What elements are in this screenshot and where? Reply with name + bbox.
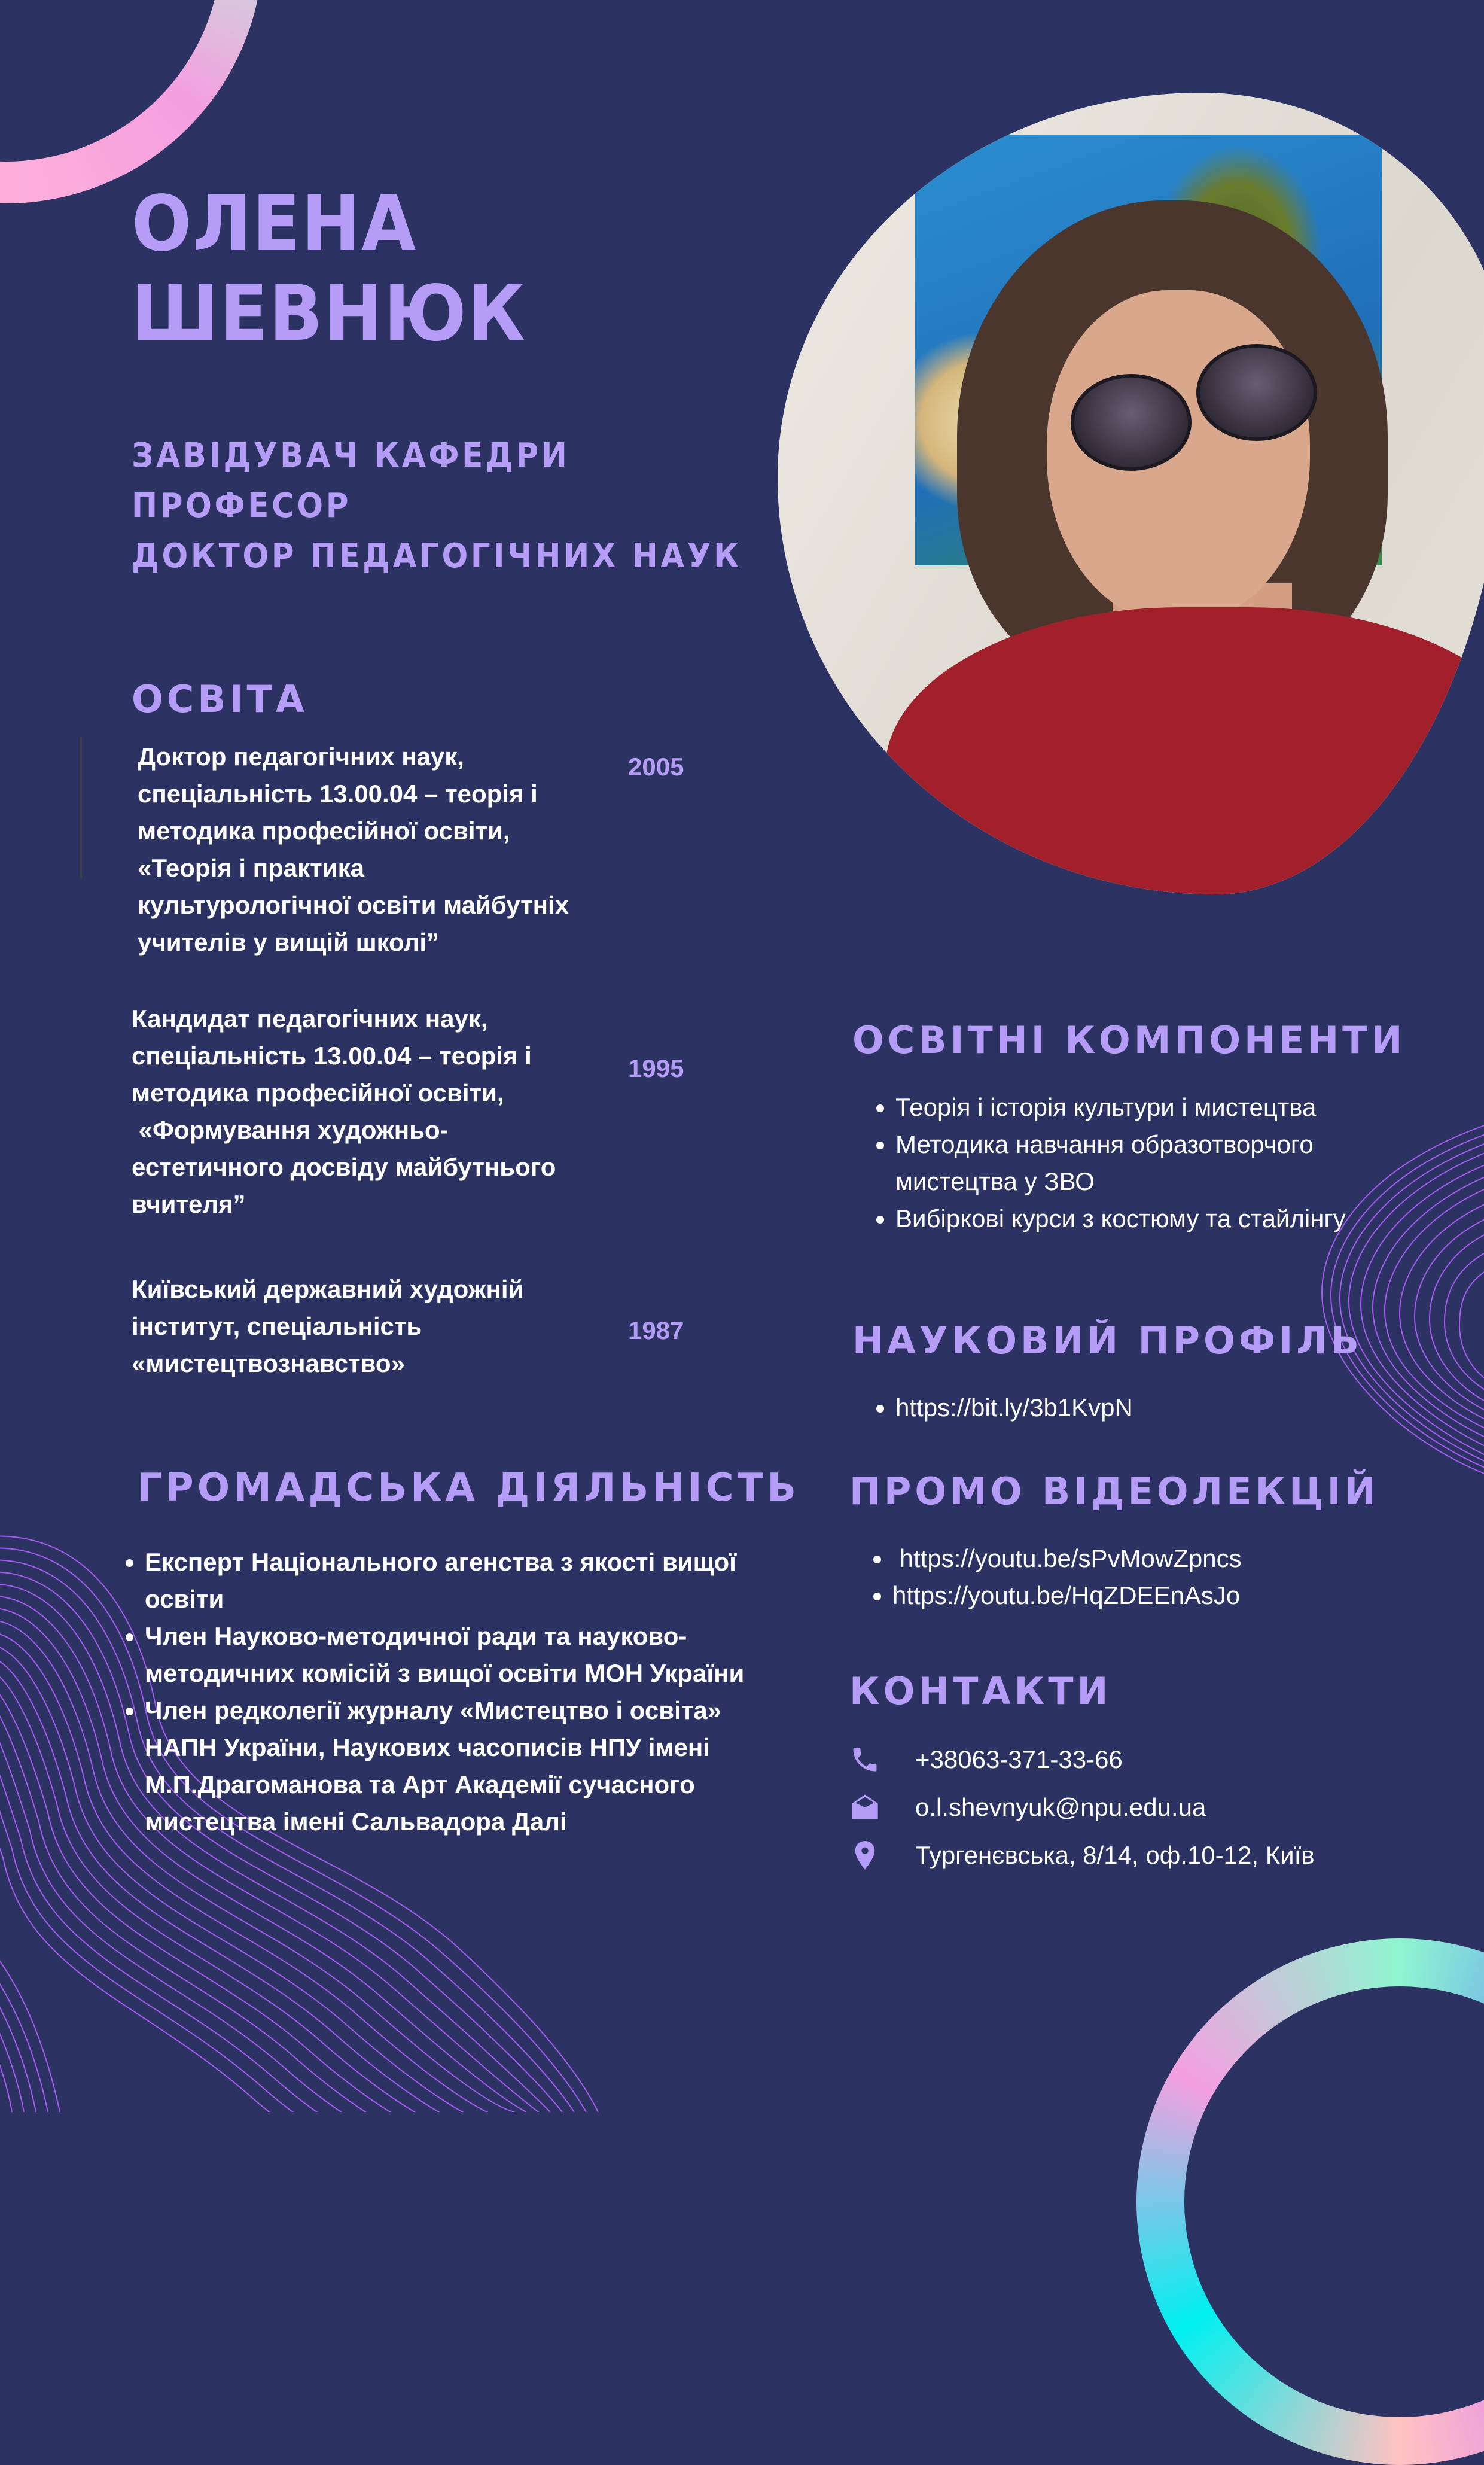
contact-address	[849, 1834, 1315, 1876]
education-item	[132, 1271, 610, 1382]
title-head-of-department: ЗАВІДУВАЧ КАФЕДРИ	[132, 436, 570, 475]
contact-phone[interactable]	[849, 1739, 1123, 1781]
person-name	[132, 179, 526, 359]
list-item: • Теорія і історія культури і мистецтва	[895, 1089, 1422, 1126]
edu-line: Київський державний художній	[132, 1275, 524, 1303]
title-doctor-of-sciences: ДОКТОР ПЕДАГОГІЧНИХ НАУК	[132, 537, 742, 576]
job-titles	[132, 431, 795, 582]
edu-line: Доктор педагогічних наук,	[138, 742, 464, 771]
list-item: • Член редколегії журналу «Мистецтво і освіта» НАПН України, Наукових часописів НПУ імені М.П.Драгоманова та Арт Академії сучасного мистецтва імені Сальвадора Далі	[145, 1692, 791, 1840]
envelope-icon	[849, 1790, 880, 1825]
list-item: • Експерт Національного агенства з якості вищої освіти	[145, 1544, 791, 1618]
edu-line: культурологічної освіти майбутніх	[138, 891, 569, 919]
edu-line: спеціальність 13.00.04 – теорія і	[132, 1042, 532, 1070]
education-heading: ОСВІТА	[132, 677, 308, 721]
profile-photo	[778, 93, 1484, 894]
education-item	[132, 1000, 610, 1223]
phone-number[interactable]: +38063-371-33-66	[915, 1745, 1123, 1773]
list-item: • Методика навчання образотворчого мистецтва у ЗВО	[895, 1126, 1422, 1200]
profile-links	[852, 1389, 1422, 1426]
contacts-heading: КОНТАКТИ	[849, 1669, 1112, 1713]
list-item: • Член Науково-методичної ради та науково-методичних комісій з вищої освіти МОН України	[145, 1618, 791, 1692]
phone-icon	[849, 1742, 880, 1778]
education-item	[138, 738, 616, 961]
video-lectures-heading: ПРОМО ВІДЕОЛЕКЦІЙ	[849, 1469, 1379, 1513]
education-year: 2005	[628, 753, 684, 781]
components-list	[852, 1089, 1422, 1237]
video-link[interactable]: • https://youtu.be/HqZDEEnAsJo	[892, 1577, 1431, 1614]
edu-line: естетичного досвіду майбутнього	[132, 1153, 556, 1181]
edu-line: «мистецтвознавство»	[132, 1349, 405, 1377]
education-year: 1995	[628, 1054, 684, 1082]
edu-line: спеціальність 13.00.04 – теорія і	[138, 780, 538, 808]
email-address[interactable]: o.l.shevnyuk@npu.edu.ua	[915, 1793, 1206, 1821]
edu-line: вчителя”	[132, 1190, 246, 1218]
edu-line: учителів у вищій школі”	[138, 928, 440, 956]
edu-line: інститут, спеціальність	[132, 1312, 422, 1340]
last-name: ШЕВНЮК	[132, 269, 526, 358]
contact-email[interactable]	[849, 1787, 1206, 1828]
holographic-ring-bottom-right	[1136, 1938, 1484, 2465]
sunglasses-icon	[1071, 374, 1192, 471]
address: Тургенєвська, 8/14, оф.10-12, Київ	[915, 1841, 1315, 1869]
first-name: ОЛЕНА	[132, 179, 418, 269]
civic-activity-heading: ГРОМАДСЬКА ДІЯЛЬНІСТЬ	[138, 1466, 800, 1510]
profile-link[interactable]: • https://bit.ly/3b1KvpN	[895, 1389, 1422, 1426]
edu-line: Кандидат педагогічних наук,	[132, 1005, 488, 1033]
video-links	[849, 1540, 1431, 1614]
civic-activity-list	[108, 1544, 791, 1840]
video-link[interactable]: • https://youtu.be/sPvMowZpncs	[892, 1540, 1431, 1577]
scientific-profile-heading: НАУКОВИЙ ПРОФІЛЬ	[852, 1319, 1363, 1362]
education-year: 1987	[628, 1316, 684, 1344]
edu-line: методика професійної освіти,	[132, 1079, 504, 1107]
map-pin-icon	[849, 1837, 880, 1873]
list-item: • Вибіркові курси з костюму та стайлінгу	[895, 1200, 1422, 1237]
divider-line	[80, 737, 82, 878]
edu-line: «Формування художньо-	[132, 1116, 449, 1144]
title-professor: ПРОФЕСОР	[132, 486, 352, 525]
edu-line: «Теорія і практика	[138, 854, 364, 882]
edu-line: методика професійної освіти,	[138, 817, 510, 845]
components-heading: ОСВІТНІ КОМПОНЕНТИ	[852, 1018, 1406, 1062]
